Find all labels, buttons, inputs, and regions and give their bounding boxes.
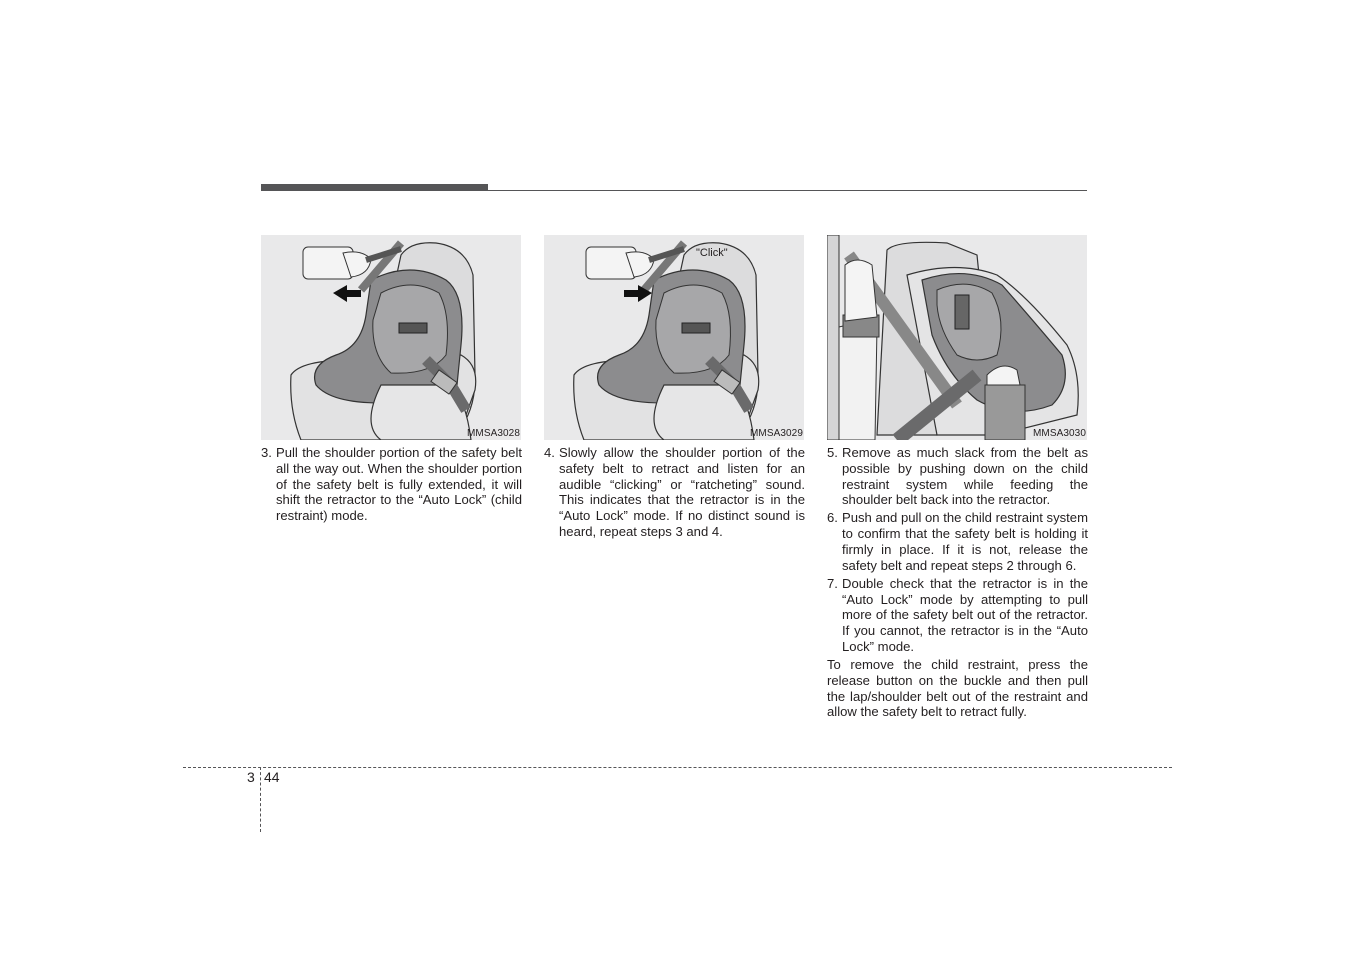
step-5 bbox=[827, 445, 1088, 508]
figure-code: MMSA3028 bbox=[466, 428, 520, 439]
step-text: Double check that the retractor is in the “Auto Lock” mode by attempting to pull more of the safety belt out of the retractor. If you cannot, the retractor is in the “Auto Lock” mode. bbox=[842, 575, 1088, 654]
figure-belt-retract bbox=[544, 235, 804, 440]
figure-code: MMSA3030 bbox=[1032, 428, 1086, 439]
footer-divider bbox=[260, 767, 261, 832]
step-7 bbox=[827, 576, 1088, 655]
figure-pull-belt-out bbox=[261, 235, 521, 440]
child-seat-illustration-3 bbox=[827, 235, 1087, 440]
step-number: 5. bbox=[827, 445, 838, 460]
section-number: 3 bbox=[247, 769, 255, 785]
page-number: 44 bbox=[264, 769, 280, 785]
step-3 bbox=[261, 445, 522, 524]
figure-code: MMSA3029 bbox=[749, 428, 803, 439]
child-seat-illustration-2 bbox=[544, 235, 804, 440]
step-number: 4. bbox=[544, 445, 555, 460]
header-rule bbox=[488, 190, 1087, 191]
step-6 bbox=[827, 510, 1088, 573]
header-accent-bar bbox=[261, 184, 488, 191]
step-number: 3. bbox=[261, 445, 272, 460]
column-middle bbox=[544, 445, 805, 542]
click-callout: "Click" bbox=[696, 247, 728, 259]
column-right bbox=[827, 445, 1088, 733]
step-text: Pull the shoulder portion of the safety belt all the way out. When the shoulder portion of the safety belt is fully extended, it will shift the retractor to the “Auto Lock” (child restraint) mode. bbox=[276, 445, 522, 524]
footer-rule bbox=[183, 767, 1172, 768]
step-number: 7. bbox=[827, 575, 838, 591]
figure-remove-slack bbox=[827, 235, 1087, 440]
child-seat-illustration-1 bbox=[261, 235, 521, 440]
step-text: Remove as much slack from the belt as possible by pushing down on the child restraint system while feeding the shoulder belt back into the retractor. bbox=[842, 445, 1088, 508]
step-text: Push and pull on the child restraint system to confirm that the safety belt is holding it firmly in place. If it is not, release the safety belt and repeat steps 2 through 6. bbox=[842, 510, 1089, 573]
step-4 bbox=[544, 445, 805, 540]
step-text: Slowly allow the shoulder portion of the safety belt to retract and listen for an audible “clicking” or “ratcheting” sound. This indicates that the retractor is in the “Auto Lock” mode. If no distinct sound is heard, repeat steps 3 and 4. bbox=[559, 445, 805, 539]
removal-paragraph: To remove the child restraint, press the release button on the buckle and then pull the lap/shoulder belt out of the restraint and allow the safety belt to retract fully. bbox=[827, 656, 1088, 720]
step-number: 6. bbox=[827, 510, 838, 526]
column-left bbox=[261, 445, 522, 526]
